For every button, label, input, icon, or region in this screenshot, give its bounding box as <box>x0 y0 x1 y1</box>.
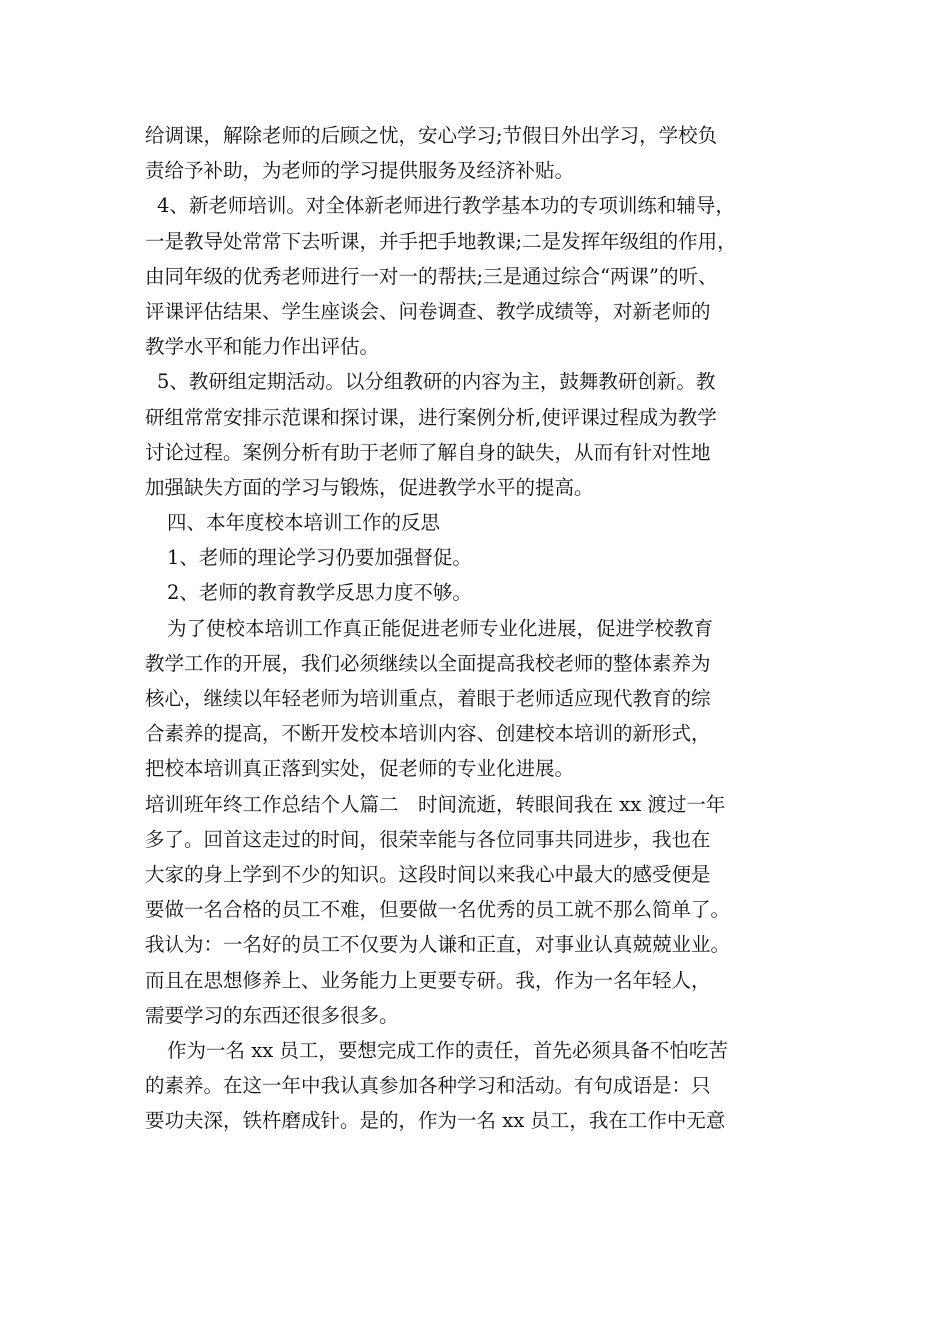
text-line: 的素养。在这一年中我认真参加各种学习和活动。有句成语是：只 <box>145 1074 711 1098</box>
text-line: 要功夫深，铁杵磨成针。是的，作为一名 xx 员工，我在工作中无意 <box>145 1109 726 1133</box>
text-line: 研组常常安排示范课和探讨课，进行案例分析,使评课过程成为教学 <box>145 405 717 429</box>
text-line: 评课评估结果、学生座谈会、问卷调查、教学成绩等，对新老师的 <box>145 299 711 323</box>
text-line: 为了使校本培训工作真正能促进老师专业化进展，促进学校教育 <box>167 616 714 640</box>
text-line: 作为一名 xx 员工，要想完成工作的责任，首先必须具备不怕吃苦 <box>167 1038 728 1062</box>
text-line: 教学水平和能力作出评估。 <box>145 335 380 359</box>
section-heading: 四、本年度校本培训工作的反思 <box>167 511 441 535</box>
text-line: 合素养的提高，不断开发校本培训内容、创建校本培训的新形式， <box>145 722 711 746</box>
text-line: 1、老师的理论学习仍要加强督促。 <box>167 546 472 570</box>
text-line: 由同年级的优秀老师进行一对一的帮扶;三是通过综合“两课”的听、 <box>145 264 718 288</box>
text-line: 2、老师的教育教学反思力度不够。 <box>167 581 472 605</box>
text-line: 把校本培训真正落到实处，促老师的专业化进展。 <box>145 757 575 781</box>
section-title-line: 培训班年终工作总结个人篇二 时间流逝，转眼间我在 xx 渡过一年 <box>145 792 726 816</box>
text-line: 需要学习的东西还很多很多。 <box>145 1003 399 1027</box>
text-line: 我认为：一名好的员工不仅要为人谦和正直，对事业认真兢兢业业。 <box>145 933 731 957</box>
text-line: 多了。回首这走过的时间，很荣幸能与各位同事共同进步，我也在 <box>145 827 711 851</box>
text-line: 责给予补助，为老师的学习提供服务及经济补贴。 <box>145 159 575 183</box>
text-line: 核心，继续以年轻老师为培训重点，着眼于老师适应现代教育的综 <box>145 687 711 710</box>
text-line: 要做一名合格的员工不难，但要做一名优秀的员工就不那么简单了。 <box>145 898 731 922</box>
text-line: 大家的身上学到不少的知识。这段时间以来我心中最大的感受便是 <box>145 862 711 886</box>
text-line: 5、教研组定期活动。以分组教研的内容为主，鼓舞教研创新。教 <box>157 370 716 394</box>
text-line: 给调课，解除老师的后顾之忧，安心学习;节假日外出学习，学校负 <box>145 124 718 147</box>
text-line: 而且在思想修养上、业务能力上更要专研。我，作为一名年轻人， <box>145 968 711 992</box>
text-line: 一是教导处常常下去听课，并手把手地教课;二是发挥年级组的作用， <box>145 229 737 253</box>
text-line: 教学工作的开展，我们必须继续以全面提高我校老师的整体素养为 <box>145 651 711 675</box>
document-page <box>145 118 825 1138</box>
text-line: 加强缺失方面的学习与锻炼，促进教学水平的提高。 <box>145 475 594 499</box>
text-line: 4、新老师培训。对全体新老师进行教学基本功的专项训练和辅导， <box>157 194 735 218</box>
text-line: 讨论过程。案例分析有助于老师了解自身的缺失，从而有针对性地 <box>145 440 711 464</box>
